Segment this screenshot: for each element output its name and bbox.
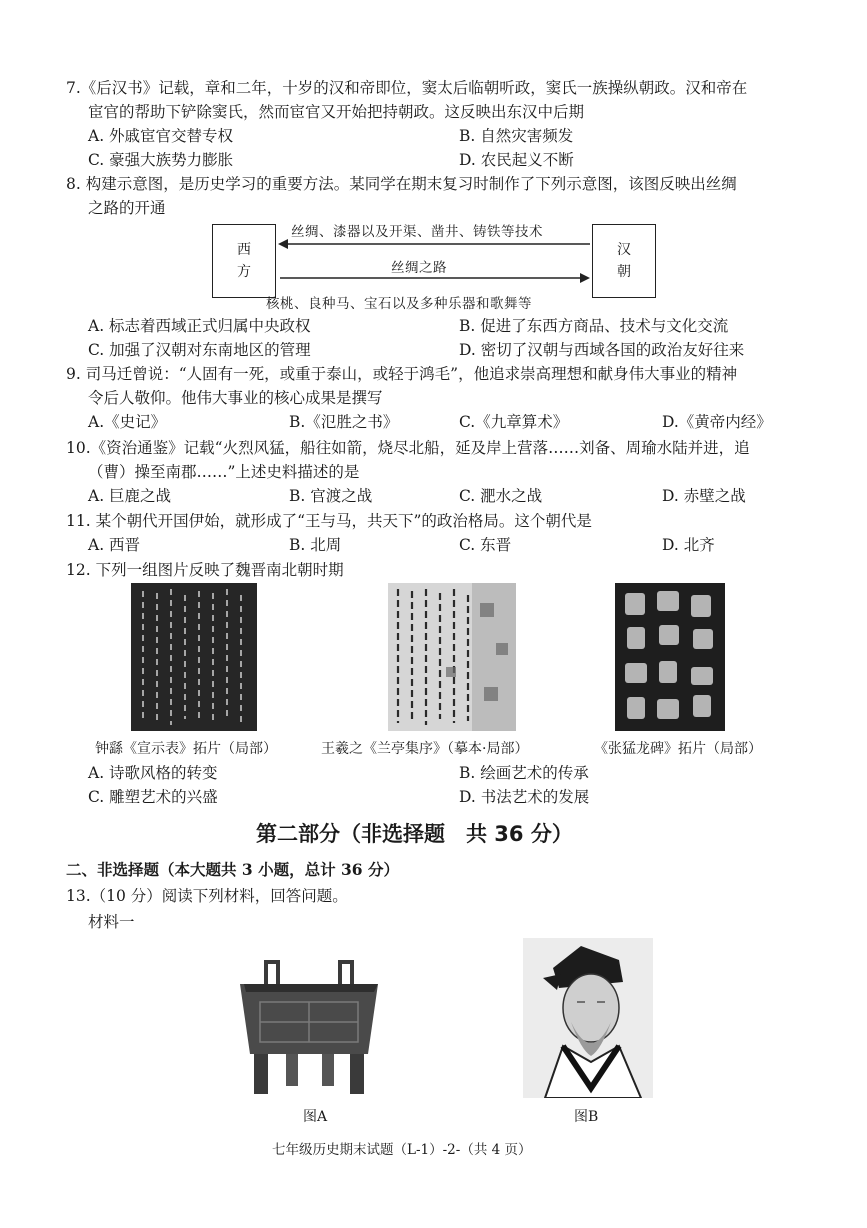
part2-title: 第二部分（非选择题 共 36 分） <box>256 822 573 846</box>
q10-option-c: C. 淝水之战 <box>459 487 543 505</box>
q10-stem-line2: （曹）操至南郡……”上述史料描述的是 <box>88 463 360 481</box>
bronze-ding-image <box>234 954 384 1104</box>
q13-stem-line1: 13.（10 分）阅读下列材料，回答问题。 <box>66 887 348 905</box>
diagram-top-label: 丝绸、漆器以及开渠、凿井、铸铁等技术 <box>291 224 543 240</box>
q10-stem-line1: 10.《资治通鉴》记载“火烈风猛，船往如箭，烧尽北船，延及岸上营落……刘备、周瑜水陆并进，追 <box>66 439 750 457</box>
q9-option-d: D.《黄帝内经》 <box>662 413 772 431</box>
q8-option-c: C. 加强了汉朝对东南地区的管理 <box>88 341 311 359</box>
caption-zhang-menglong: 《张猛龙碑》拓片（局部） <box>594 741 762 757</box>
diagram-west-char2: 方 <box>237 264 251 280</box>
zhang-menglong-stele-image <box>615 583 725 731</box>
diagram-han-box <box>592 224 656 298</box>
q7-option-c: C. 豪强大族势力膨胀 <box>88 151 234 169</box>
q9-option-a: A.《史记》 <box>88 413 167 431</box>
q8-option-a: A. 标志着西域正式归属中央政权 <box>88 317 311 335</box>
page-footer: 七年级历史期末试题（L-1）-2-（共 4 页） <box>272 1142 532 1158</box>
q7-option-b: B. 自然灾害频发 <box>459 127 574 145</box>
q10-option-b: B. 官渡之战 <box>289 487 373 505</box>
caption-zhong-yao: 钟繇《宣示表》拓片（局部） <box>95 741 277 757</box>
diagram-bottom-label: 核桃、良种马、宝石以及多种乐器和歌舞等 <box>266 296 532 312</box>
q8-stem-line2: 之路的开通 <box>88 199 166 217</box>
q13-material-label: 材料一 <box>88 913 135 931</box>
q7-option-d: D. 农民起义不断 <box>459 151 574 169</box>
figure-a-label: 图A <box>303 1109 328 1125</box>
zhong-yao-rubbing-image <box>131 583 257 731</box>
q11-option-c: C. 东晋 <box>459 536 512 554</box>
q10-option-d: D. 赤壁之战 <box>662 487 746 505</box>
q12-option-d: D. 书法艺术的发展 <box>459 788 590 806</box>
q12-option-a: A. 诗歌风格的转变 <box>88 764 218 782</box>
section2-heading: 二、非选择题（本大题共 3 小题，总计 36 分） <box>66 860 399 879</box>
diagram-west-box <box>212 224 276 298</box>
q7-stem-line2: 宦官的帮助下铲除窦氏，然而宦官又开始把持朝政。这反映出东汉中后期 <box>88 103 585 121</box>
q12-option-b: B. 绘画艺术的传承 <box>459 764 589 782</box>
q8-stem-line1: 8. 构建示意图，是历史学习的重要方法。某同学在期末复习时制作了下列示意图，该图反映出丝绸 <box>66 175 737 193</box>
q7-stem-line1: 7.《后汉书》记载，章和二年，十岁的汉和帝即位，窦太后临朝听政，窦氏一族操纵朝政。汉和帝在 <box>66 79 748 97</box>
q9-option-b: B.《氾胜之书》 <box>289 413 399 431</box>
figure-b-label: 图B <box>574 1109 599 1125</box>
q12-stem-line1: 12. 下列一组图片反映了魏晋南北朝时期 <box>66 561 344 579</box>
portrait-image <box>523 938 653 1098</box>
q12-option-c: C. 雕塑艺术的兴盛 <box>88 788 218 806</box>
q10-option-a: A. 巨鹿之战 <box>88 487 172 505</box>
q9-stem-line2: 令后人敬仰。他伟大事业的核心成果是撰写 <box>88 389 383 407</box>
q8-option-b: B. 促进了东西方商品、技术与文化交流 <box>459 317 729 335</box>
q9-stem-line1: 9. 司马迁曾说：“人固有一死，或重于泰山，或轻于鸿毛”，他追求崇高理想和献身伟大事业的精神 <box>66 365 738 383</box>
lanting-xu-image <box>388 583 516 731</box>
diagram-han-char2: 朝 <box>617 264 631 280</box>
diagram-middle-label: 丝绸之路 <box>391 260 447 276</box>
q7-option-a: A. 外戚宦官交替专权 <box>88 127 234 145</box>
diagram-han-char1: 汉 <box>617 242 631 258</box>
q11-option-d: D. 北齐 <box>662 536 715 554</box>
q9-option-c: C.《九章算术》 <box>459 413 569 431</box>
q11-option-a: A. 西晋 <box>88 536 141 554</box>
q11-stem-line1: 11. 某个朝代开国伊始，就形成了“王与马，共天下”的政治格局。这个朝代是 <box>66 512 592 530</box>
diagram-west-char1: 西 <box>237 242 251 258</box>
q11-option-b: B. 北周 <box>289 536 342 554</box>
caption-lanting-xu: 王羲之《兰亭集序》（摹本·局部） <box>321 741 529 757</box>
q8-option-d: D. 密切了汉朝与西域各国的政治友好往来 <box>459 341 745 359</box>
